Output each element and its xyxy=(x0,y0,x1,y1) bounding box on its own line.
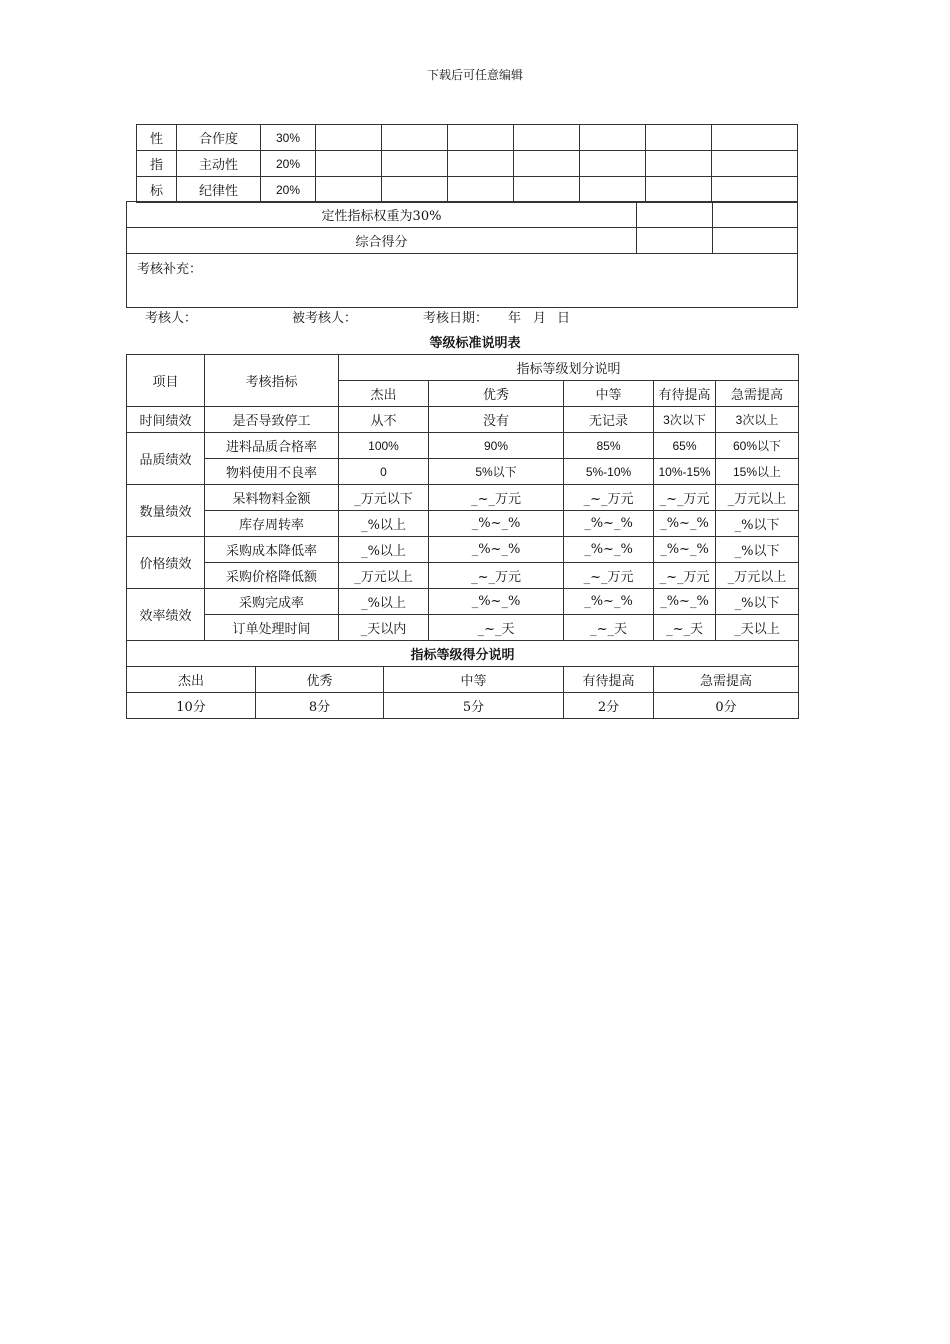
grade-standard-table xyxy=(126,354,799,719)
empty-cell xyxy=(713,202,798,228)
empty-cell xyxy=(382,151,448,177)
empty-cell xyxy=(637,228,713,254)
grade-criterion-cell: _~_天 xyxy=(429,615,564,641)
table-row xyxy=(127,485,799,511)
column-header-grade-group: 指标等级划分说明 xyxy=(339,355,799,381)
grade-criterion-cell: 15%以上 xyxy=(716,459,799,485)
summary-table xyxy=(126,201,798,308)
grade-criterion-cell: 5%以下 xyxy=(429,459,564,485)
grade-criterion-cell: _~_万元 xyxy=(429,563,564,589)
grade-criterion-cell: 85% xyxy=(564,433,654,459)
empty-cell xyxy=(712,177,798,203)
table-row xyxy=(137,177,798,203)
year-label: 年 xyxy=(508,311,522,326)
empty-cell xyxy=(448,125,514,151)
table-row xyxy=(127,615,799,641)
grade-criterion-cell: _%~_% xyxy=(564,537,654,563)
table-row xyxy=(127,563,799,589)
day-label: 日 xyxy=(557,311,571,326)
indicator-label: 采购完成率 xyxy=(205,589,339,615)
indicator-label: 呆料物料金额 xyxy=(205,485,339,511)
grade-header: 有待提高 xyxy=(654,381,716,407)
score-grade-label: 杰出 xyxy=(127,667,256,693)
score-table-title: 指标等级得分说明 xyxy=(127,641,799,667)
grade-criterion-cell: 5%-10% xyxy=(564,459,654,485)
table-row xyxy=(127,459,799,485)
grade-criterion-cell: _%以上 xyxy=(339,589,429,615)
empty-cell xyxy=(646,151,712,177)
total-score-label: 综合得分 xyxy=(127,228,637,254)
grade-criterion-cell: 没有 xyxy=(429,407,564,433)
grade-criterion-cell: 3次以上 xyxy=(716,407,799,433)
qualitative-indicator-table xyxy=(136,124,798,203)
table-row xyxy=(127,433,799,459)
side-label-char: 指 xyxy=(137,151,177,177)
grade-criterion-cell: 从不 xyxy=(339,407,429,433)
grade-criterion-cell: _~_万元 xyxy=(654,563,716,589)
grade-criterion-cell: _%以下 xyxy=(716,589,799,615)
score-value: 2分 xyxy=(564,693,654,719)
category-label: 价格绩效 xyxy=(127,537,205,589)
side-label-char: 性 xyxy=(137,125,177,151)
grade-criterion-cell: 90% xyxy=(429,433,564,459)
indicator-weight: 20% xyxy=(261,177,316,203)
empty-cell xyxy=(580,177,646,203)
empty-cell xyxy=(316,125,382,151)
indicator-name: 主动性 xyxy=(177,151,261,177)
month-label: 月 xyxy=(533,311,547,326)
grade-header: 中等 xyxy=(564,381,654,407)
empty-cell xyxy=(712,125,798,151)
score-value: 10分 xyxy=(127,693,256,719)
grade-criterion-cell: _%以下 xyxy=(716,511,799,537)
category-label: 数量绩效 xyxy=(127,485,205,537)
grade-criterion-cell: _%~_% xyxy=(429,589,564,615)
table-row xyxy=(127,693,799,719)
score-table-body xyxy=(127,641,799,719)
grade-criterion-cell: 65% xyxy=(654,433,716,459)
table-row xyxy=(127,355,799,381)
empty-cell xyxy=(448,151,514,177)
empty-cell xyxy=(637,202,713,228)
grade-criterion-cell: _~_万元 xyxy=(429,485,564,511)
score-value: 5分 xyxy=(384,693,564,719)
empty-cell xyxy=(316,177,382,203)
empty-cell xyxy=(448,177,514,203)
table-row xyxy=(137,125,798,151)
indicator-name: 纪律性 xyxy=(177,177,261,203)
grade-criterion-cell: 0 xyxy=(339,459,429,485)
empty-cell xyxy=(646,125,712,151)
grade-criterion-cell: _~_天 xyxy=(564,615,654,641)
grade-header: 急需提高 xyxy=(716,381,799,407)
category-label: 效率绩效 xyxy=(127,589,205,641)
grade-criterion-cell: _%~_% xyxy=(654,589,716,615)
indicator-label: 库存周转率 xyxy=(205,511,339,537)
indicator-label: 是否导致停工 xyxy=(205,407,339,433)
empty-cell xyxy=(382,125,448,151)
category-label: 品质绩效 xyxy=(127,433,205,485)
grade-header: 优秀 xyxy=(429,381,564,407)
table-row xyxy=(137,151,798,177)
grade-criterion-cell: _天以内 xyxy=(339,615,429,641)
grade-criterion-cell: _%以上 xyxy=(339,537,429,563)
grade-criterion-cell: _万元以上 xyxy=(716,563,799,589)
empty-cell xyxy=(713,228,798,254)
table-row xyxy=(127,202,798,228)
grade-criterion-cell: _%~_% xyxy=(654,537,716,563)
score-grade-label: 有待提高 xyxy=(564,667,654,693)
grade-criterion-cell: _%以下 xyxy=(716,537,799,563)
table-row xyxy=(127,641,799,667)
grade-criterion-cell: 10%-15% xyxy=(654,459,716,485)
column-header-indicator: 考核指标 xyxy=(205,355,339,407)
column-header-item: 项目 xyxy=(127,355,205,407)
grade-criterion-cell: _%~_% xyxy=(564,511,654,537)
score-value: 0分 xyxy=(654,693,799,719)
empty-cell xyxy=(712,151,798,177)
grade-table-body xyxy=(127,355,799,641)
empty-cell xyxy=(514,125,580,151)
grade-criterion-cell: _~_万元 xyxy=(564,485,654,511)
empty-cell xyxy=(514,177,580,203)
grade-criterion-cell: _%以上 xyxy=(339,511,429,537)
table-row xyxy=(127,407,799,433)
empty-cell xyxy=(316,151,382,177)
grade-criterion-cell: _~_万元 xyxy=(564,563,654,589)
table-row xyxy=(127,511,799,537)
supplement-field[interactable]: 考核补充： xyxy=(127,254,798,308)
assessor-label: 考核人： xyxy=(145,311,198,326)
date-label: 考核日期： xyxy=(423,311,489,326)
grade-criterion-cell: _~_万元 xyxy=(654,485,716,511)
grade-criterion-cell: _%~_% xyxy=(564,589,654,615)
assessee-label: 被考核人： xyxy=(292,311,358,326)
score-value: 8分 xyxy=(256,693,384,719)
indicator-label: 采购成本降低率 xyxy=(205,537,339,563)
table-row xyxy=(127,589,799,615)
side-label-char: 标 xyxy=(137,177,177,203)
indicator-weight: 20% xyxy=(261,151,316,177)
grade-criterion-cell: 3次以下 xyxy=(654,407,716,433)
grade-header: 杰出 xyxy=(339,381,429,407)
grade-criterion-cell: _~_天 xyxy=(654,615,716,641)
score-grade-label: 优秀 xyxy=(256,667,384,693)
table-row xyxy=(127,228,798,254)
grade-criterion-cell: 60%以下 xyxy=(716,433,799,459)
indicator-weight: 30% xyxy=(261,125,316,151)
indicator-label: 物料使用不良率 xyxy=(205,459,339,485)
empty-cell xyxy=(382,177,448,203)
grade-criterion-cell: _万元以下 xyxy=(339,485,429,511)
indicator-label: 进料品质合格率 xyxy=(205,433,339,459)
empty-cell xyxy=(646,177,712,203)
grade-criterion-cell: _万元以上 xyxy=(716,485,799,511)
table-row xyxy=(127,537,799,563)
grade-criterion-cell: _万元以上 xyxy=(339,563,429,589)
grade-criterion-cell: _%~_% xyxy=(429,537,564,563)
indicator-label: 订单处理时间 xyxy=(205,615,339,641)
grade-criterion-cell: _%~_% xyxy=(654,511,716,537)
grade-criterion-cell: _%~_% xyxy=(429,511,564,537)
grade-criterion-cell: _天以上 xyxy=(716,615,799,641)
grade-criterion-cell: 无记录 xyxy=(564,407,654,433)
table-row xyxy=(127,667,799,693)
grade-table-title: 等级标准说明表 xyxy=(429,336,521,351)
weight-label: 定性指标权重为30% xyxy=(127,202,637,228)
table-row xyxy=(127,254,798,308)
header-note: 下载后可任意编辑 xyxy=(426,68,523,82)
empty-cell xyxy=(580,151,646,177)
empty-cell xyxy=(514,151,580,177)
grade-criterion-cell: 100% xyxy=(339,433,429,459)
score-grade-label: 中等 xyxy=(384,667,564,693)
score-grade-label: 急需提高 xyxy=(654,667,799,693)
indicator-name: 合作度 xyxy=(177,125,261,151)
empty-cell xyxy=(580,125,646,151)
category-label: 时间绩效 xyxy=(127,407,205,433)
indicator-label: 采购价格降低额 xyxy=(205,563,339,589)
